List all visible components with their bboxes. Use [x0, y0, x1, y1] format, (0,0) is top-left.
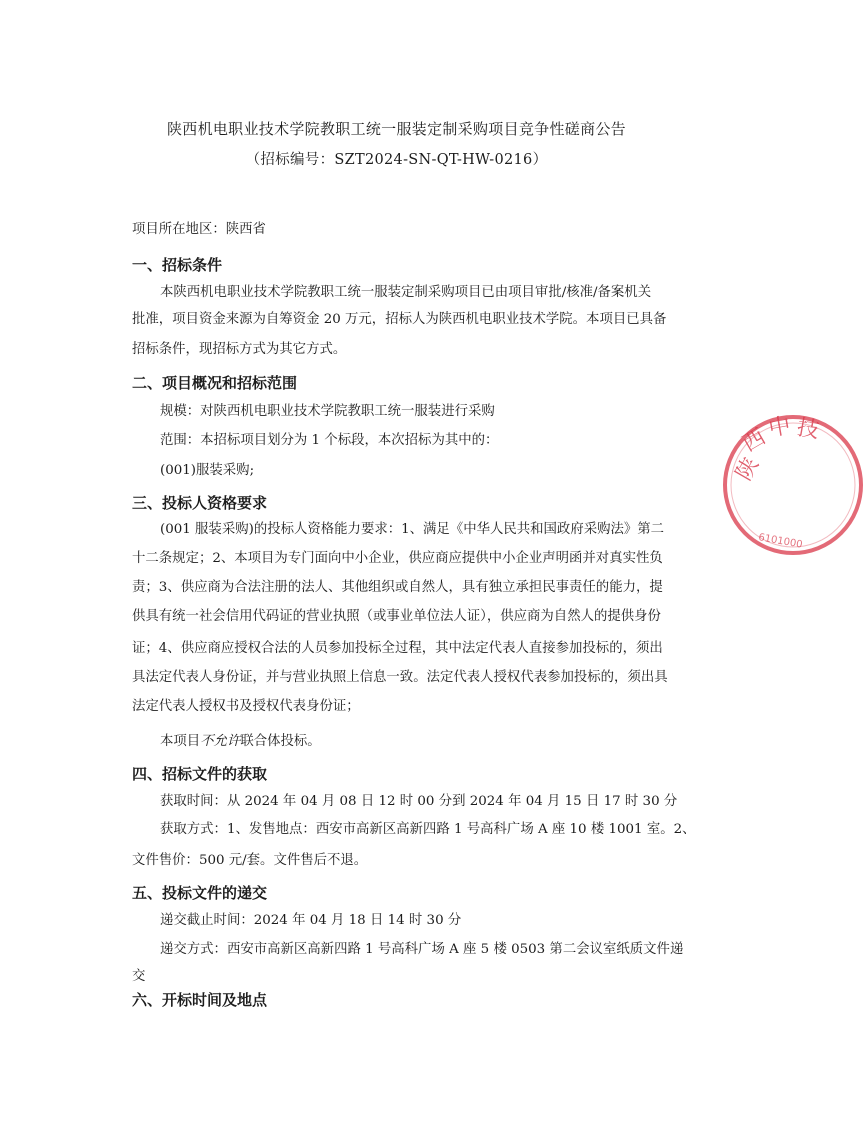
consortium-line	[160, 733, 321, 751]
lot-line: (001)服装采购;	[160, 463, 255, 478]
seal-char: 西	[738, 424, 771, 458]
consortium-prefix: 本项目	[160, 734, 201, 749]
section-heading-overview: 二、项目概况和招标范围	[132, 374, 298, 392]
submission-deadline: 递交截止时间：2024 年 04 月 18 日 14 时 30 分	[160, 913, 462, 928]
paragraph-line: 十二条规定；2、本项目为专门面向中小企业，供应商应提供中小企业声明函并对真实性负	[132, 551, 663, 566]
seal-char: 技	[794, 415, 821, 444]
section-heading-obtain: 四、招标文件的获取	[132, 765, 268, 783]
paragraph-line: 责；3、供应商为合法注册的法人、其他组织或自然人，具有独立承担民事责任的能力，提	[132, 580, 663, 595]
submission-method: 递交方式：西安市高新区高新四路 1 号高科广场 A 座 5 楼 0503 第二会议室纸质文件递	[160, 942, 684, 957]
paragraph-line: 批准，项目资金来源为自筹资金 20 万元，招标人为陕西机电职业技术学院。本项目已具备	[132, 312, 667, 327]
paragraph-line: 具法定代表人身份证，并与营业执照上信息一致。法定代表人授权代表参加投标的，须出具	[132, 670, 668, 685]
seal-code: 6101000	[757, 532, 804, 551]
obtain-method: 获取方式：1、发售地点：西安市高新区高新四路 1 号高科广场 A 座 10 楼 1001 室。2、	[160, 822, 696, 837]
submission-method-cont: 交	[132, 969, 146, 984]
paragraph-line: 法定代表人授权书及授权代表身份证；	[132, 699, 360, 714]
section-heading-conditions: 一、招标条件	[132, 256, 223, 274]
obtain-time: 获取时间：从 2024 年 04 月 08 日 12 时 00 分到 2024 年 04 月 15 日 17 时 30 分	[160, 794, 678, 809]
seal-char: 中	[766, 413, 793, 442]
obtain-price: 文件售价：500 元/套。文件售后不退。	[132, 853, 368, 868]
paragraph-line: 证；4、供应商应授权合法的人员参加投标全过程，其中法定代表人直接参加投标的，须出	[132, 641, 663, 656]
project-region: 项目所在地区：陕西省	[132, 222, 266, 237]
scale-line: 规模：对陕西机电职业技术学院教职工统一服装进行采购	[160, 404, 495, 419]
consortium-suffix: 联合体投标。	[240, 734, 321, 749]
company-seal-stamp	[718, 410, 868, 560]
document-title: 陕西机电职业技术学院教职工统一服装定制采购项目竞争性磋商公告	[166, 120, 626, 138]
section-heading-opening: 六、开标时间及地点	[132, 991, 268, 1009]
scope-line: 范围：本招标项目划分为 1 个标段，本次招标为其中的：	[160, 433, 499, 448]
section-heading-submission: 五、投标文件的递交	[132, 884, 268, 902]
paragraph-line: 招标条件，现招标方式为其它方式。	[132, 342, 347, 357]
paragraph-line: 本陕西机电职业技术学院教职工统一服装定制采购项目已由项目审批/核准/备案机关	[160, 285, 652, 300]
consortium-handwritten: 不允许	[200, 734, 241, 749]
seal-char: 陕	[731, 453, 765, 485]
section-heading-qualification: 三、投标人资格要求	[132, 494, 268, 512]
paragraph-line: (001 服装采购)的投标人资格能力要求：1、满足《中华人民共和国政府采购法》第二	[160, 522, 665, 537]
paragraph-line: 供具有统一社会信用代码证的营业执照（或事业单位法人证），供应商为自然人的提供身份	[132, 609, 661, 624]
tender-number: （招标编号：SZT2024-SN-QT-HW-0216）	[245, 152, 548, 168]
